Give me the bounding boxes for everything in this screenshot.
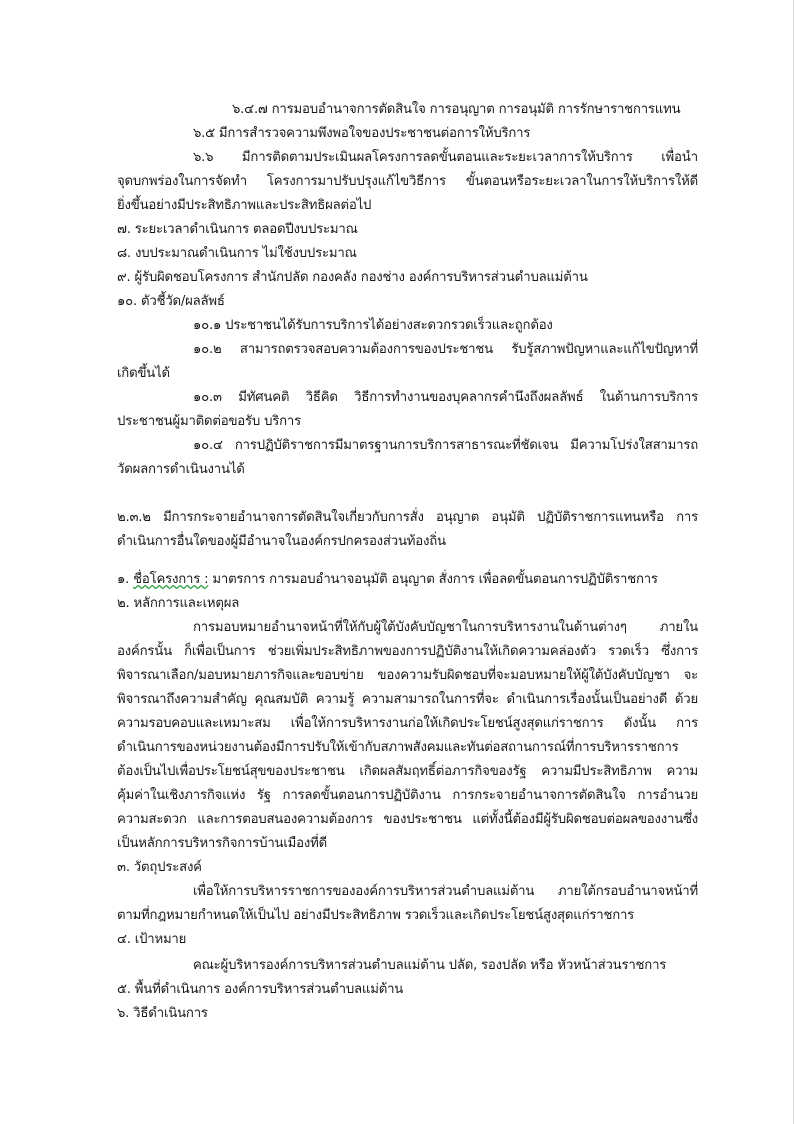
principle-line3: พิจารณาเลือก/มอบหมายภารกิจและขอบข่าย ของความรับผิดชอบที่จะมอบหมายให้ผู้ใต้บังคับบัญชา จะ (117, 668, 698, 683)
budget-line: ๘. งบประมาณดำเนินการ ไม่ใช้งบประมาณ (117, 246, 357, 261)
principle-line5: ความรอบคอบและเหมาะสม เพื่อให้การบริหารงานก่อให้เกิดประโยชน์สูงสุดแก่ราชการ ดังนั้น การ (117, 716, 698, 731)
indicator-10-3-line2: ประชาชนผู้มาติดต่อขอรับ บริการ (117, 414, 302, 429)
project-number: ๑. (117, 572, 134, 587)
project-name: มาตรการ การมอบอำนาจอนุมัติ อนุญาต สั่งการ เพื่อลดขั้นตอนการปฏิบัติราชการ (208, 572, 658, 587)
item-6-5: ๖.๕ มีการสำรวจความพึงพอใจของประชาชนต่อการให้บริการ (193, 126, 531, 141)
objective-line2: ตามที่กฎหมายกำหนดให้เป็นไป อย่างมีประสิทธิภาพ รวดเร็วและเกิดประโยชน์สูงสุดแก่ราชการ (117, 908, 635, 923)
project-name-line (117, 571, 658, 589)
principle-line6: ดำเนินการของหน่วยงานต้องมีการปรับให้เข้ากับสภาพสังคมและทันต่อสถานการณ์ที่การบริหารราชการ (117, 740, 679, 755)
objective-line1: เพื่อให้การบริหารราชการขององค์การบริหารส่วนตำบลแม่ต้าน ภายใต้กรอบอำนาจหน้าที่ (193, 884, 698, 899)
target-title: ๔. เป้าหมาย (117, 932, 187, 947)
principle-line2: องค์กรนั้น ก็เพื่อเป็นการ ช่วยเพิ่มประสิทธิภาพของการปฏิบัติงานให้เกิดความคล่องตัว รวดเร็ว ซึ่งการ (117, 644, 698, 659)
indicator-10-2-line1: ๑๐.๒ สามารถตรวจสอบความต้องการของประชาชน รับรู้สภาพปัญหาและแก้ไขปัญหาที่ (193, 342, 698, 357)
indicator-10-3-line1: ๑๐.๓ มีทัศนคติ วิธีคิด วิธีการทำงานของบุคลากรคำนึงถึงผลลัพธ์ ในด้านการบริการ (193, 390, 698, 405)
indicator-10-4-line1: ๑๐.๔ การปฏิบัติราชการมีมาตรฐานการบริการสาธารณะที่ชัดเจน มีความโปร่งใสสามารถ (193, 438, 698, 453)
method-title: ๖. วิธีดำเนินการ (117, 1006, 208, 1021)
principle-line4: พิจารณาถึงความสำคัญ คุณสมบัติ ความรู้ ความสามารถในการที่จะ ดำเนินการเรื่องนั้นเป็นอย่างดี ด้วย (117, 692, 698, 707)
item-6-6-line2: จุดบกพร่องในการจัดทำ โครงการมาปรับปรุงแก้ไขวิธีการ ขั้นตอนหรือระยะเวลาในการให้บริการให้ดี (117, 174, 698, 189)
indicator-10-4-line2: วัดผลการดำเนินงานได้ (117, 462, 245, 477)
responsible-line: ๙. ผู้รับผิดชอบโครงการ สำนักปลัด กองคลัง กองช่าง องค์การบริหารส่วนตำบลแม่ต้าน (117, 270, 588, 285)
item-6-6-line1: ๖.๖ มีการติดตามประเมินผลโครงการลดขั้นตอนและระยะเวลาการให้บริการ เพื่อนำ (193, 150, 698, 165)
item-6-4-7: ๖.๔.๗ การมอบอำนาจการตัดสินใจ การอนุญาต การอนุมัติ การรักษาราชการแทน (232, 102, 681, 117)
indicator-10-1: ๑๐.๑ ประชาชนได้รับการบริการได้อย่างสะดวกรวดเร็วและถูกต้อง (193, 318, 553, 333)
section-heading-line2: ดำเนินการอื่นใดของผู้มีอำนาจในองค์กรปกครองส่วนท้องถิ่น (117, 534, 446, 549)
principle-title: ๒. หลักการและเหตุผล (117, 596, 240, 611)
item-6-6-line3: ยิ่งขึ้นอย่างมีประสิทธิภาพและประสิทธิผลต่อไป (117, 198, 372, 213)
objective-title: ๓. วัตถุประสงค์ (117, 860, 202, 875)
indicator-10-2-line2: เกิดขึ้นได้ (117, 366, 170, 381)
principle-line1: การมอบหมายอำนาจหน้าที่ให้กับผู้ใต้บังคับบัญชาในการบริหารงานในด้านต่างๆ ภายใน (193, 620, 698, 635)
project-label: ชื่อโครงการ : (133, 572, 209, 587)
section-heading-line1: ๒.๓.๒ มีการกระจายอำนาจการตัดสินใจเกี่ยวกับการสั่ง อนุญาต อนุมัติ ปฏิบัติราชการแทนหรือ การ (117, 510, 698, 525)
area-line: ๕. พื้นที่ดำเนินการ องค์การบริหารส่วนตำบลแม่ต้าน (117, 982, 404, 997)
duration-line: ๗. ระยะเวลาดำเนินการ ตลอดปีงบประมาณ (117, 222, 358, 237)
principle-line8: คุ้มค่าในเชิงภารกิจแห่ง รัฐ การลดขั้นตอนการปฏิบัติงาน การกระจายอำนาจการตัดสินใจ การอำนวย (117, 788, 698, 803)
principle-line10: เป็นหลักการบริหารกิจการบ้านเมืองที่ดี (117, 836, 327, 851)
indicators-title: ๑๐. ตัวชี้วัด/ผลลัพธ์ (117, 294, 225, 309)
principle-line7: ต้องเป็นไปเพื่อประโยชน์สุขของประชาชน เกิดผลสัมฤทธิ์ต่อภารกิจของรัฐ ความมีประสิทธิภาพ ความ (117, 764, 698, 779)
principle-line9: ความสะดวก และการตอบสนองความต้องการ ของประชาชน แต่ทั้งนี้ต้องมีผู้รับผิดชอบต่อผลของงานซึ่ง (117, 812, 698, 827)
target-line1: คณะผู้บริหารองค์การบริหารส่วนตำบลแม่ต้าน ปลัด, รองปลัด หรือ หัวหน้าส่วนราชการ (193, 958, 667, 973)
